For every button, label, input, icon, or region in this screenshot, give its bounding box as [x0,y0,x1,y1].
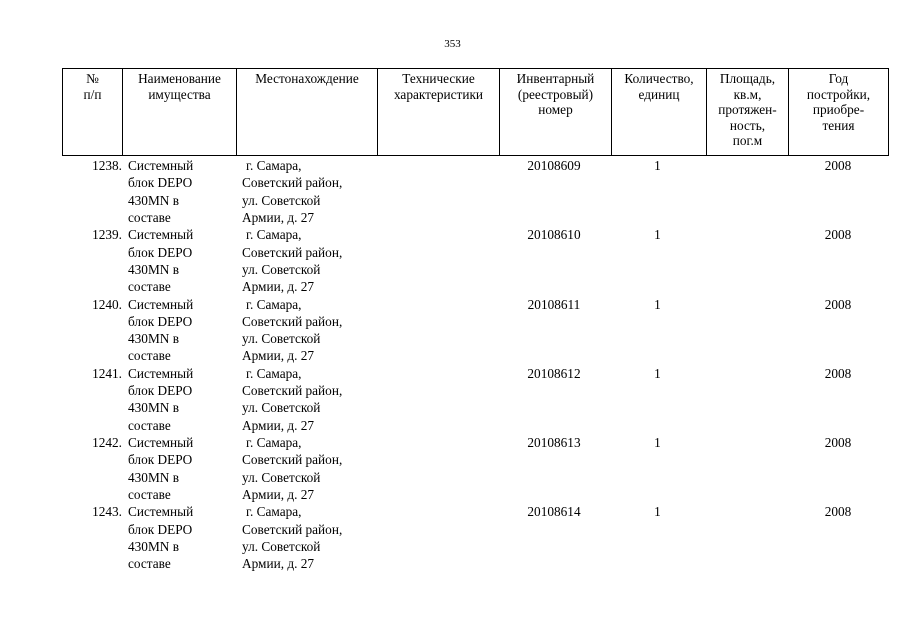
year: 2008 [824,435,852,451]
name-line: 430MN в [128,469,179,485]
location-line: ул. Советской [242,539,321,555]
row-number: 1240. [92,296,122,312]
name-line: блок DEPO [128,175,193,191]
table-row [62,157,888,226]
header-line: Площадь, [719,71,776,86]
name-line: составе [128,348,171,364]
inventory-number: 20108609 [527,158,581,173]
header-line: п/п [83,86,102,102]
table-row [62,434,888,503]
quantity: 1 [654,227,661,243]
location-line: Советский район, [242,452,343,468]
name-line: составе [128,556,171,572]
location-line: Советский район, [242,383,343,399]
location-line: Армии, д. 27 [242,417,315,433]
location-line: Армии, д. 27 [242,279,315,295]
quantity: 1 [654,435,661,451]
table-header [62,68,889,156]
year: 2008 [824,227,852,243]
header-line: единиц [638,86,680,102]
row-number: 1239. [92,227,122,243]
property-name [128,503,238,572]
header-line: характеристики [393,86,484,102]
property-name [128,296,238,365]
header-line: Год [828,71,849,86]
header-line: (реестровый) [517,86,594,102]
header-line: имущества [148,86,211,102]
inventory-number: 20108612 [527,365,581,381]
location-line: ул. Советской [242,261,321,277]
location-line: г. Самара, [246,227,302,243]
location-line: Армии, д. 27 [242,487,315,503]
header-line: Наименование [138,71,221,86]
header-line: номер [538,102,573,117]
header-quantity [612,69,707,156]
location [242,503,377,572]
location-line: ул. Советской [242,400,321,416]
location-line: Армии, д. 27 [242,556,315,572]
name-line: составе [128,417,171,433]
name-line: блок DEPO [128,313,193,329]
header-line: № [86,71,99,86]
header-location [237,69,378,156]
header-line: Местонахождение [255,71,359,86]
location-line: г. Самара, [246,365,302,381]
year: 2008 [824,296,852,312]
quantity: 1 [654,365,661,381]
table-row [62,365,888,434]
name-line: блок DEPO [128,244,193,260]
quantity: 1 [654,158,661,173]
header-line: ность, [729,117,766,133]
table-row [62,226,888,295]
header-line: Инвентарный [516,71,595,86]
inventory-number: 20108611 [527,296,581,312]
inventory-number: 20108610 [527,227,581,243]
location [242,365,377,434]
property-name [128,157,238,226]
name-line: блок DEPO [128,452,193,468]
property-name [128,365,238,434]
name-line: 430MN в [128,400,179,416]
name-line: 430MN в [128,192,179,208]
location-line: ул. Советской [242,469,321,485]
row-number: 1243. [92,504,122,520]
header-line: постройки, [806,86,871,102]
table-body [62,157,888,573]
name-line: Системный [128,296,194,312]
name-line: составе [128,487,171,503]
inventory-number: 20108614 [527,504,581,520]
location-line: г. Самара, [246,435,302,451]
location-line: ул. Советской [242,192,321,208]
row-number: 1238. [92,158,122,173]
location [242,226,377,295]
location-line: Армии, д. 27 [242,348,315,364]
location [242,434,377,503]
row-number: 1241. [92,365,122,381]
header-name [123,69,237,156]
location-line: г. Самара, [246,504,302,520]
name-line: составе [128,209,171,225]
location-line: Армии, д. 27 [242,209,315,225]
location-line: Советский район, [242,175,343,191]
name-line: Системный [128,504,194,520]
name-line: Системный [128,365,194,381]
location-line: Советский район, [242,244,343,260]
location-line: Советский район, [242,521,343,537]
name-line: Системный [128,158,194,173]
location [242,157,377,226]
location [242,296,377,365]
header-line: тения [822,117,855,133]
header-inventory [500,69,612,156]
table-row [62,296,888,365]
header-line: Количество, [624,71,694,86]
name-line: составе [128,279,171,295]
table-row [62,503,888,572]
name-line: Системный [128,435,194,451]
location-line: г. Самара, [246,158,302,173]
header-technical [378,69,500,156]
location-line: г. Самара, [246,296,302,312]
header-year [789,69,889,156]
name-line: 430MN в [128,331,179,347]
page-number: 353 [444,38,461,50]
header-line: кв.м, [733,86,762,102]
property-name [128,226,238,295]
quantity: 1 [654,296,661,312]
header-line: протяжен- [718,102,777,117]
header-line: приобре- [812,102,865,117]
header-line: Технические [402,71,475,86]
year: 2008 [824,158,852,173]
year: 2008 [824,365,852,381]
inventory-number: 20108613 [527,435,581,451]
location-line: ул. Советской [242,331,321,347]
name-line: Системный [128,227,194,243]
property-name [128,434,238,503]
quantity: 1 [654,504,661,520]
name-line: блок DEPO [128,521,193,537]
header-number [63,69,123,156]
row-number: 1242. [92,435,122,451]
name-line: 430MN в [128,539,179,555]
location-line: Советский район, [242,313,343,329]
name-line: 430MN в [128,261,179,277]
year: 2008 [824,504,852,520]
name-line: блок DEPO [128,383,193,399]
header-area [707,69,789,156]
header-line: пог.м [732,133,763,148]
